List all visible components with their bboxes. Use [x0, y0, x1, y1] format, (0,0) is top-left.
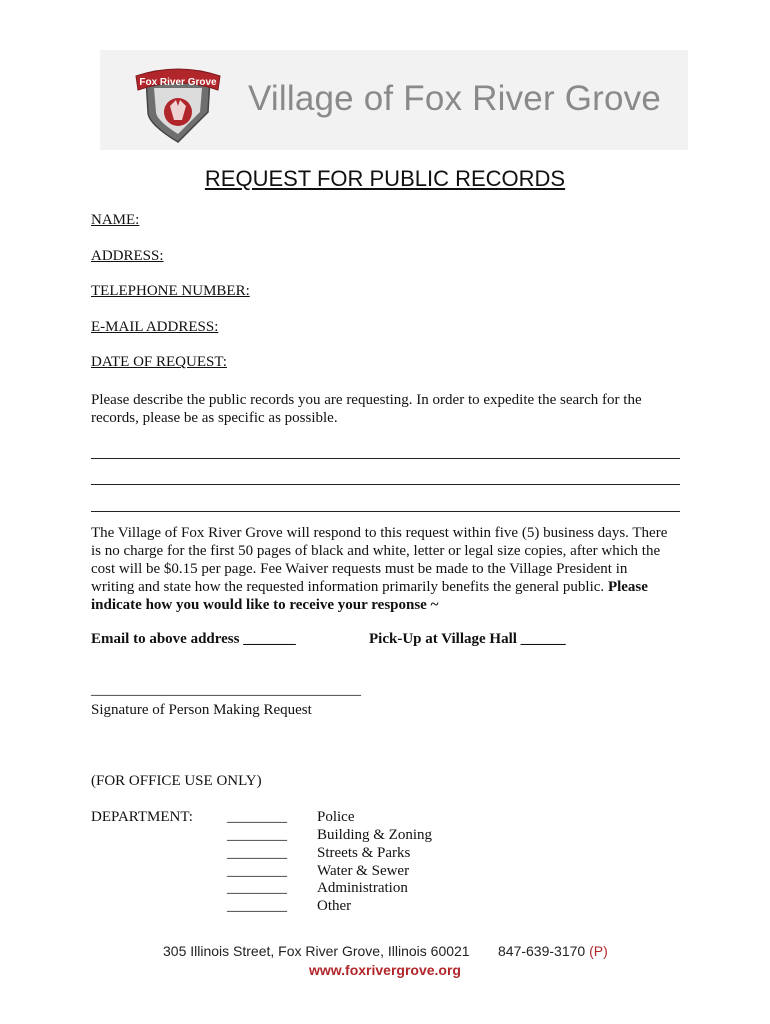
option-email[interactable]: Email to above address _______: [91, 631, 296, 647]
logo-text: Fox River Grove: [139, 77, 217, 88]
department-blank[interactable]: ________: [227, 898, 287, 914]
footer-address: 305 Illinois Street, Fox River Grove, Illinois 60021: [163, 943, 470, 959]
describe-text-line-1: Please describe the public records you are requesting. In order to expedite the search for the: [91, 392, 642, 408]
village-logo: [134, 64, 222, 146]
department-blank[interactable]: ________: [227, 863, 287, 879]
footer-phone-type: (P): [589, 943, 608, 959]
policy-line-3: cost will be $0.15 per page. Fee Waiver requests must be made to the Village President in: [91, 561, 628, 577]
department-blank[interactable]: ________: [227, 809, 287, 825]
department-water-sewer: Water & Sewer: [317, 863, 410, 879]
policy-line-2: is no charge for the first 50 pages of black and white, letter or legal size copies, after which the: [91, 543, 661, 559]
email-field-label: E-MAIL ADDRESS:: [91, 319, 219, 335]
department-blank[interactable]: ________: [227, 845, 287, 861]
policy-line-1: The Village of Fox River Grove will respond to this request within five (5) business days. There: [91, 525, 668, 541]
department-administration: Administration: [317, 880, 408, 896]
department-blank[interactable]: ________: [227, 827, 287, 843]
name-field-label: NAME:: [91, 212, 140, 228]
village-title: Village of Fox River Grove: [248, 79, 662, 118]
policy-instruction: indicate how you would like to receive your response ~: [91, 597, 439, 613]
option-pickup[interactable]: Pick-Up at Village Hall ______: [369, 631, 566, 647]
policy-please: Please: [607, 579, 648, 595]
description-line-1: [91, 458, 680, 459]
department-building-zoning: Building & Zoning: [317, 827, 433, 843]
describe-text-line-2: records, please be as specific as possible.: [91, 410, 338, 426]
department-streets-parks: Streets & Parks: [317, 845, 411, 861]
description-line-3: [91, 511, 680, 512]
policy-line-4-text: writing and state how the requested information primarily benefits the general public.: [91, 579, 608, 595]
office-use-label: (FOR OFFICE USE ONLY): [91, 773, 262, 789]
footer-phone: [498, 943, 608, 959]
department-blank[interactable]: ________: [227, 880, 287, 896]
address-field-label: ADDRESS:: [91, 248, 164, 264]
document-title: REQUEST FOR PUBLIC RECORDS: [204, 166, 566, 191]
telephone-field-label: TELEPHONE NUMBER:: [91, 283, 250, 299]
signature-line[interactable]: ____________________________________: [91, 682, 361, 698]
date-field-label: DATE OF REQUEST:: [91, 354, 227, 370]
signature-label: Signature of Person Making Request: [91, 702, 312, 718]
department-other: Other: [317, 898, 352, 914]
department-police: Police: [317, 809, 355, 825]
policy-line-4: [91, 578, 681, 596]
description-line-2: [91, 484, 680, 485]
footer-phone-number: 847-639-3170: [498, 943, 586, 959]
footer-website-link[interactable]: www.foxrivergrove.org: [309, 962, 461, 978]
department-label: DEPARTMENT:: [91, 809, 193, 825]
